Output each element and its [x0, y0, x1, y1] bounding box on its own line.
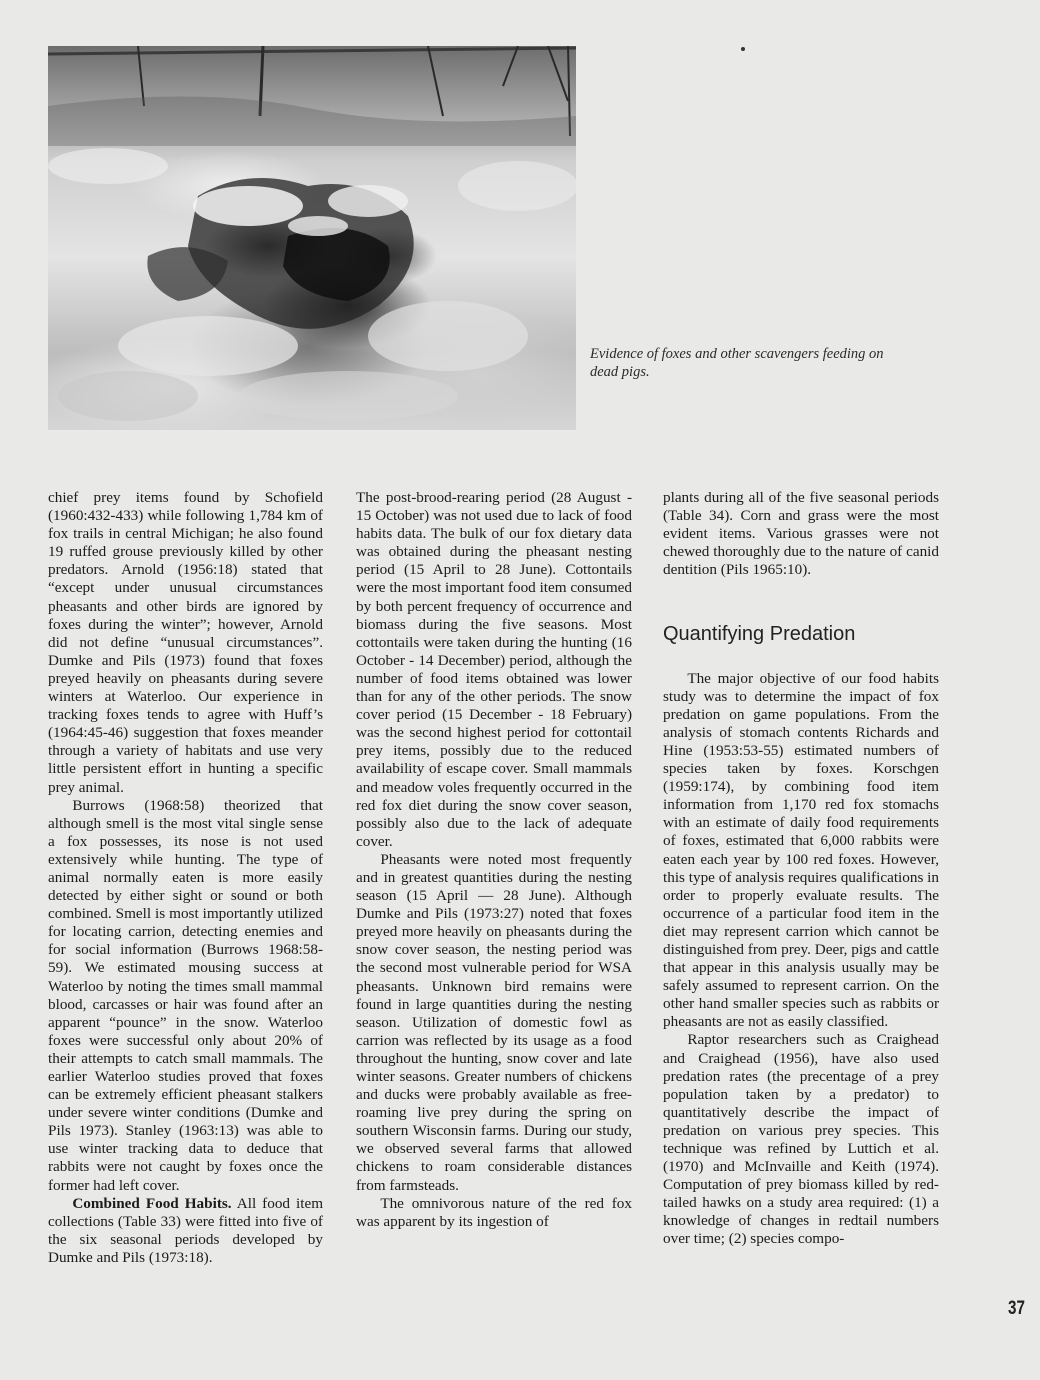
run-in-heading: Combined Food Habits. — [72, 1194, 232, 1212]
paragraph: Pheasants were noted most frequently and in greatest quantities during the nesting season (15 April — 28 June). Although Dumke and Pils (1973:27) noted that foxes preyed more heavily on pheasants during the snow cover season, the nesting period was the second most vulnerable period for WSA pheasants. Unknown bird remains were found in large quantities during the nesting season. Utilization of domestic fowl as carrion was reflected by its usage as a food throughout the hunting, snow cover and late winter seasons. Greater numbers of chickens and ducks were probably available as free-roaming live prey during the spring on southern Wisconsin farms. During our study, we observed several farms that allowed chickens to roam considerable distances from farmsteads. — [356, 850, 632, 1194]
speck-mark — [741, 47, 745, 51]
paragraph-text: All food item collections (Table 33) were fitted into five of the six seasonal periods developed by Dumke and Pils (1973:18). — [48, 1194, 324, 1266]
paragraph: Raptor researchers such as Craighead and Craighead (1956), have also used predation rates (the precentage of a prey population taken by a predator) to quantitatively describe the impact of predation on various prey species. This technique was refined by Luttich et al. (1970) and McInvaille and Keith (1974). Computation of prey biomass killed by red-tailed hawks on a study area required: (1) a knowledge of changes in redtail numbers over time; (2) species compo- — [663, 1031, 939, 1248]
paragraph: The major objective of our food habits study was to determine the impact of fox predation on game populations. From the analysis of stomach contents Richards and Hine (1953:53-55) estimated numbers of species taken by foxes. Korschgen (1959:174), by combining food item information from 1,170 red fox stomachs with an estimate of daily food requirements of foxes, estimated that 6,000 rabbits were eaten each year by 100 red foxes. However, this type of analysis requires qualifications in order to properly evaluate results. The occurrence of a particular food item in the diet may represent carrion which cannot be distinguished from prey. Deer, pigs and cattle that appear in this analysis usually may be safely assumed to represent carrion. On the other hand smaller species such as rabbits or pheasants are not as easily classified. — [663, 669, 939, 1031]
section-heading: Quantifying Predation — [663, 623, 856, 646]
paragraph: Burrows (1968:58) theorized that although smell is the most vital single sense a fox possesses, its nose is not used extensively while hunting. The type of animal normally eaten is more easily detected by either sight or sound or both combined. Smell is most importantly utilized for locating carrion, detecting enemies and for social information (Burrows 1968:58-59). We estimated mousing success at Waterloo by noting the times small mammal blood, carcasses or hair was found after an apparent “pounce” in the snow. Waterloo foxes were successful only about 20% of their attempts to catch small mammals. The earlier Waterloo studies proved that foxes can be extremely efficient pheasant stalkers under severe winter conditions (Dumke and Pils 1973). Stanley (1963:13) was able to use winter tracking data to deduce that rabbits were not caught by foxes once the former had left cover. — [48, 796, 323, 1194]
text-column-3 — [663, 489, 939, 1249]
text-column-2 — [356, 489, 632, 1231]
paragraph: chief prey items found by Schofield (1960:432-433) while following 1,784 km of fox trails in central Michigan; he also found 19 ruffed grouse previously killed by other predators. Arnold (1956:18) stated that “except under unusual circumstances pheasants and other birds are ignored by foxes during the winter”; however, Arnold did not define “unusual circumstances”. Dumke and Pils (1973) found that foxes preyed heavily on pheasants during severe winters at Waterloo. Our experience in tracking foxes tends to agree with Huff’s (1964:45-46) suggestion that foxes meander through a variety of habitats and use very little persistent effort in hunting a specific prey animal. — [48, 489, 323, 796]
text-column-1 — [48, 489, 323, 1267]
paragraph: plants during all of the five seasonal periods (Table 34). Corn and grass were the most evident items. Various grasses were not chewed thoroughly due to the nature of canid dentition (Pils 1965:10). — [663, 489, 939, 579]
paragraph: The post-brood-rearing period (28 August - 15 October) was not used due to lack of food habits data. The bulk of our fox dietary data was obtained during the pheasant nesting period (15 April to 28 June). Cottontails were the most important food item consumed by both percent frequency of occurrence and biomass during the five seasons. Most cottontails were taken during the hunting (16 October - 14 December) period, although the number of food items obtained was lower than for any of the other periods. The snow cover period (15 December - 18 February) was the second highest period for cottontail prey items, possibly due to the reduced availability of escape cover. Small mammals and meadow voles frequently occurred in the red fox diet during the snow cover season, possibly also due to the lack of adequate cover. — [356, 489, 632, 850]
paragraph: The omnivorous nature of the red fox was apparent by its ingestion of — [356, 1194, 632, 1230]
snow-pig-carcass-photo — [48, 46, 576, 430]
paragraph — [48, 1195, 323, 1267]
photo-illustration — [48, 46, 576, 430]
page-number: 37 — [1008, 1298, 1025, 1319]
figure-caption: Evidence of foxes and other scavengers feeding on dead pigs. — [590, 346, 884, 380]
